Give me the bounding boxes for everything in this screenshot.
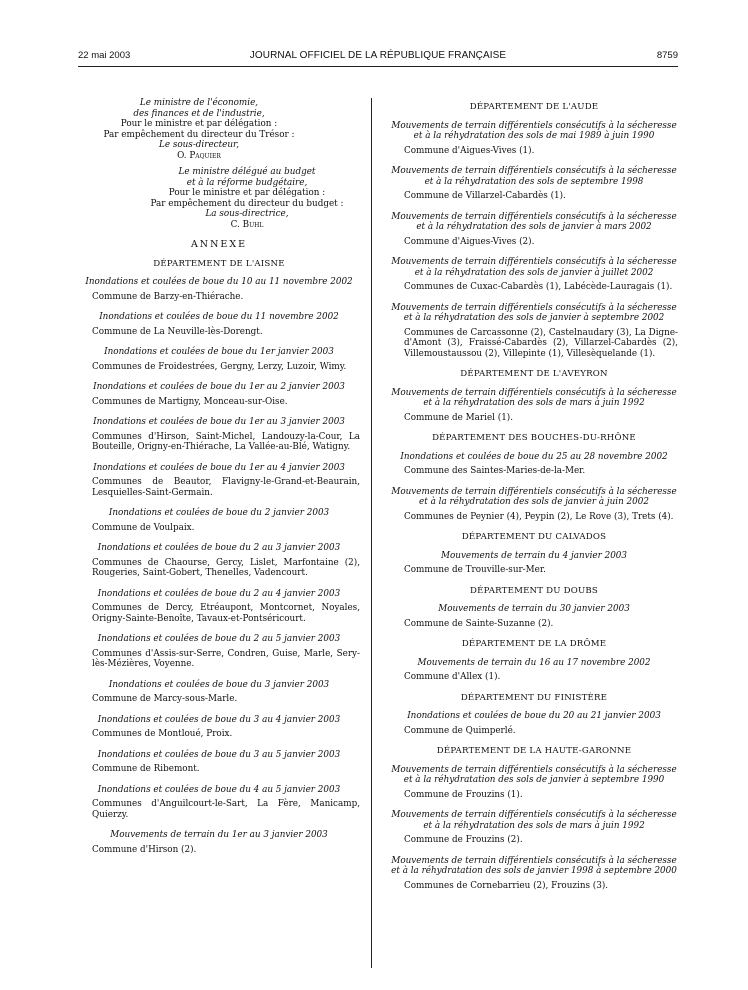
communes-list: Commune d'Aigues-Vives (1). (404, 145, 535, 156)
communes-list: Commune de Voulpaix. (92, 522, 195, 533)
decree-entry (78, 543, 360, 579)
event-title: Inondations et coulées de boue du 1er janvier 2003 (104, 347, 334, 357)
decree-entry (78, 589, 360, 625)
decree-entry (390, 765, 678, 801)
communes-list: Communes d'Anguilcourt-le-Sart, La Fère, Manicamp, Quierzy. (92, 799, 360, 820)
communes-list: Commune de Marcy-sous-Marle. (92, 694, 238, 704)
communes-list: Commune de Quimperlé. (404, 725, 516, 736)
decree-entry (390, 604, 678, 629)
decree-entry (390, 658, 678, 683)
department-heading: DÉPARTEMENT DES BOUCHES-DU-RHÔNE (432, 433, 636, 443)
right-column (390, 98, 678, 901)
department-heading: DÉPARTEMENT DE L'AISNE (153, 258, 285, 269)
event-title: Inondations et coulées de boue du 10 au 11 novembre 2002 (85, 277, 353, 287)
header-date: 22 mai 2003 (78, 50, 131, 61)
decree-entry (78, 680, 360, 705)
signature-block-budget (78, 167, 360, 230)
signature-block-economy (78, 98, 360, 161)
annexe-heading: ANNEXE (190, 239, 248, 250)
decree-entry (390, 257, 678, 293)
decree-entry (390, 487, 678, 523)
decree-entry (78, 830, 360, 855)
communes-list: Communes de Montloué, Proix. (92, 729, 233, 739)
event-title: Mouvements de terrain différentiels consécutifs à la sécheresse et à la réhydratation des sols de septembre 1998 (391, 166, 677, 187)
communes-list: Commune de Villarzel-Cabardès (1). (404, 191, 566, 201)
event-title: Mouvements de terrain différentiels consécutifs à la sécheresse et à la réhydratation des sols de mars à juin 1992 (391, 810, 677, 831)
communes-list: Commune de Ribemont. (92, 764, 200, 774)
decree-entry (390, 452, 678, 477)
communes-list: Communes de Beautor, Flavigny-le-Grand-et-Beaurain, Lesquielles-Saint-Germain. (92, 477, 360, 498)
communes-list: Commune de Frouzins (1). (404, 789, 523, 800)
communes-list: Communes de Froidestrées, Gergny, Lerzy, Luzoir, Wimy. (92, 361, 347, 372)
department-heading: DÉPARTEMENT DE LA DRÔME (461, 639, 607, 649)
signature-line: Le ministre de l'économie, (139, 98, 259, 108)
event-title: Inondations et coulées de boue du 3 janvier 2003 (108, 679, 330, 690)
signature-line: Pour le ministre et par délégation : (168, 188, 326, 198)
header-rule (78, 66, 678, 67)
right-entries (390, 102, 678, 891)
communes-list: Communes d'Assis-sur-Serre, Condren, Guise, Marle, Sery-lès-Mézières, Voyenne. (92, 648, 360, 669)
communes-list: Commune de Mariel (1). (404, 412, 514, 423)
event-title: Inondations et coulées de boue du 11 novembre 2002 (99, 312, 339, 322)
communes-list: Commune d'Hirson (2). (92, 844, 197, 855)
event-title: Inondations et coulées de boue du 2 au 5 janvier 2003 (97, 634, 341, 644)
decree-entry (390, 856, 678, 892)
event-title: Inondations et coulées de boue du 25 au 28 novembre 2002 (400, 451, 668, 462)
communes-list: Commune de Sainte-Suzanne (2). (404, 618, 554, 629)
communes-list: Communes d'Hirson, Saint-Michel, Landouzy-la-Cour, La Bouteille, Origny-en-Thiérache, La Vallée-au-Blé, Watigny. (92, 431, 360, 452)
communes-list: Commune de Frouzins (2). (404, 835, 523, 845)
decree-entry (390, 121, 678, 157)
signature-line: La sous-directrice, (205, 209, 289, 219)
left-column (78, 98, 360, 865)
decree-entry (390, 303, 678, 360)
communes-list: Commune de La Neuville-lès-Dorengt. (92, 326, 263, 337)
decree-entry (390, 711, 678, 736)
communes-list: Communes de Dercy, Etréaupont, Montcornet, Noyales, Origny-Sainte-Benoîte, Tavaux-et-Pontséricourt. (92, 603, 360, 624)
signature-line: Le sous-directeur, (158, 140, 240, 150)
department-heading: DÉPARTEMENT DE LA HAUTE-GARONNE (436, 746, 632, 756)
event-title: Inondations et coulées de boue du 2 au 4 janvier 2003 (97, 588, 341, 599)
decree-entry (78, 347, 360, 372)
page-header (78, 50, 678, 64)
communes-list: Communes de Chaourse, Gercy, Lislet, Marfontaine (2), Rougeries, Saint-Gobert, Thenelles, Vadencourt. (92, 557, 360, 578)
event-title: Mouvements de terrain différentiels consécutifs à la sécheresse et à la réhydratation des sols de janvier à mars 2002 (391, 211, 677, 232)
event-title: Mouvements de terrain différentiels consécutifs à la sécheresse et à la réhydratation des sols de janvier à juin 2002 (391, 486, 677, 507)
decree-entry (78, 312, 360, 337)
communes-list: Communes de Martigny, Monceau-sur-Oise. (92, 396, 288, 407)
decree-entry (78, 417, 360, 453)
communes-list: Commune d'Aigues-Vives (2). (404, 236, 535, 247)
page-number: 8759 (656, 50, 678, 61)
event-title: Mouvements de terrain du 16 au 17 novembre 2002 (417, 657, 651, 668)
decree-entry (78, 277, 360, 302)
signature-line: Pour le ministre et par délégation : (120, 119, 278, 129)
signature-line: Par empêchement du directeur du Trésor : (103, 129, 295, 140)
communes-list: Communes de Carcassonne (2), Castelnaudary (3), La Digne-d'Amont (3), Fraissé-Cabardès (2), Villarzel-Cabardès (2), Villemoustaussou (2), Villepinte (1), Villesèquelande (1). (404, 327, 678, 359)
communes-list: Communes de Cornebarrieu (2), Frouzins (3). (404, 880, 609, 891)
event-title: Mouvements de terrain différentiels consécutifs à la sécheresse et à la réhydratation des sols de janvier à juillet 2002 (391, 257, 677, 278)
event-title: Inondations et coulées de boue du 1er au 3 janvier 2003 (93, 417, 345, 427)
signature-line: des finances et de l'industrie, (133, 108, 265, 119)
event-title: Mouvements de terrain différentiels consécutifs à la sécheresse et à la réhydratation des sols de janvier à septembre 2002 (391, 302, 677, 323)
event-title: Mouvements de terrain du 30 janvier 2003 (438, 604, 630, 614)
event-title: Inondations et coulées de boue du 20 au 21 janvier 2003 (407, 711, 661, 721)
department-heading: DÉPARTEMENT DU CALVADOS (461, 532, 607, 542)
event-title: Inondations et coulées de boue du 4 au 5 janvier 2003 (97, 784, 341, 795)
communes-list: Commune de Trouville-sur-Mer. (404, 565, 546, 575)
journal-title: JOURNAL OFFICIEL DE LA RÉPUBLIQUE FRANÇAISE (249, 50, 507, 61)
communes-list: Commune des Saintes-Maries-de-la-Mer. (404, 466, 586, 476)
event-title: Inondations et coulées de boue du 3 au 5 janvier 2003 (97, 749, 341, 760)
decree-entry (78, 634, 360, 670)
communes-list: Communes de Cuxac-Cabardès (1), Labécède-Lauragais (1). (404, 282, 673, 292)
decree-entry (78, 750, 360, 775)
decree-entry (78, 715, 360, 740)
communes-list: Communes de Peynier (4), Peypin (2), Le Rove (3), Trets (4). (404, 511, 674, 522)
department-heading: DÉPARTEMENT DE L'AUDE (469, 102, 599, 112)
decree-entry (78, 785, 360, 821)
signatory-name: O. Paquier (177, 150, 221, 161)
event-title: Inondations et coulées de boue du 3 au 4 janvier 2003 (97, 714, 341, 725)
signatory-name: C. Buhl (230, 219, 264, 230)
event-title: Mouvements de terrain différentiels consécutifs à la sécheresse et à la réhydratation des sols de mai 1989 à juin 1990 (391, 120, 677, 141)
signature-line: Le ministre délégué au budget (178, 167, 316, 177)
event-title: Inondations et coulées de boue du 2 janvier 2003 (108, 508, 330, 518)
event-title: Inondations et coulées de boue du 1er au 2 janvier 2003 (93, 382, 345, 392)
event-title: Mouvements de terrain différentiels consécutifs à la sécheresse et à la réhydratation des sols de janvier 1998 à septembre 2000 (391, 855, 677, 876)
event-title: Mouvements de terrain du 4 janvier 2003 (440, 550, 627, 561)
communes-list: Commune de Barzy-en-Thiérache. (92, 291, 244, 302)
signature-line: Par empêchement du directeur du budget : (150, 198, 344, 209)
department-heading: DÉPARTEMENT DE L'AVEYRON (460, 369, 608, 379)
decree-entry (78, 508, 360, 533)
decree-entry (78, 463, 360, 499)
event-title: Mouvements de terrain différentiels consécutifs à la sécheresse et à la réhydratation des sols de janvier à septembre 1990 (391, 764, 677, 785)
left-entries (78, 259, 360, 856)
decree-entry (390, 166, 678, 202)
department-heading: DÉPARTEMENT DU FINISTÈRE (460, 692, 608, 703)
department-heading: DÉPARTEMENT DU DOUBS (470, 585, 598, 596)
event-title: Inondations et coulées de boue du 1er au 4 janvier 2003 (93, 462, 345, 473)
communes-list: Commune d'Allex (1). (404, 672, 501, 682)
decree-entry (390, 388, 678, 424)
decree-entry (390, 810, 678, 846)
decree-entry (390, 212, 678, 248)
signature-line: et à la réforme budgétaire, (186, 177, 308, 188)
event-title: Mouvements de terrain différentiels consécutifs à la sécheresse et à la réhydratation des sols de mars à juin 1992 (391, 387, 677, 408)
event-title: Inondations et coulées de boue du 2 au 3 janvier 2003 (97, 543, 341, 553)
event-title: Mouvements de terrain du 1er au 3 janvier 2003 (110, 830, 328, 840)
decree-entry (390, 551, 678, 576)
decree-entry (78, 382, 360, 407)
column-separator (371, 98, 372, 968)
